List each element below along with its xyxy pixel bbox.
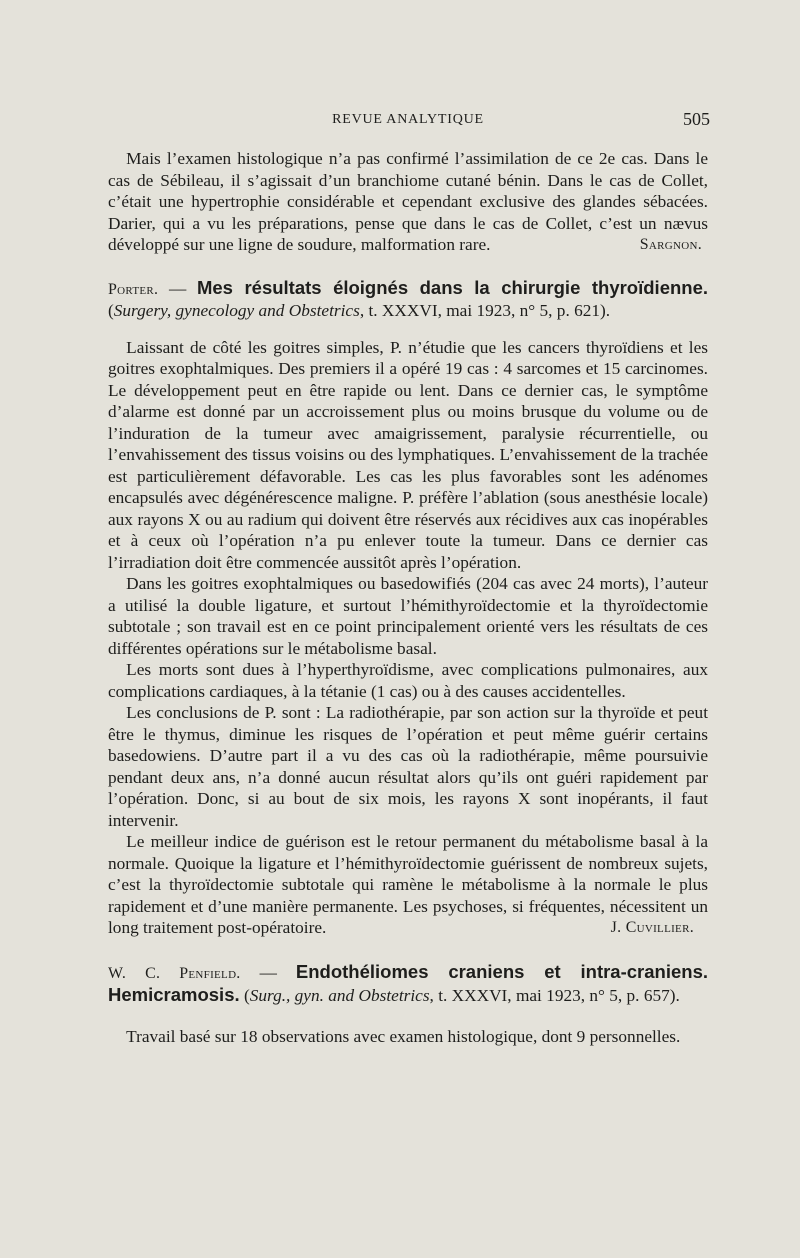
page-body (108, 148, 708, 1047)
review-paragraph: Les morts sont dues à l’hyperthyroïdisme, avec complications pulmonaires, aux complications cardiaques, à la tétanie (1 cas) ou à des causes accidentelles. (108, 660, 708, 701)
article-author: Porter. (108, 280, 159, 298)
reference-details: , t. XXXVI, mai 1923, n° 5, p. 657). (429, 986, 680, 1005)
reference-dash: — (158, 278, 197, 298)
journal-name: Surgery, gynecology and Obstetrics (113, 301, 360, 320)
page-number: 505 (683, 109, 710, 129)
article-author: W. C. Penfield. (108, 964, 241, 982)
article-title: Endothéliomes craniens et intra-craniens. Hemicramosis. (108, 960, 708, 1005)
review-paragraph: Dans les goitres exophtalmiques ou basedowifiés (204 cas avec 24 morts), l’auteur a utilisé la double ligature, et surtout l’hémithyroïdectomie et la thyroïdectomie subtotale ; son travail est en ce point principalement orienté vers les résultats de ces différentes opérations sur le métabolisme basal. (108, 574, 708, 658)
article-reference: W. C. Penfield. — Endothéliomes craniens et intra-craniens. Hemicramosis. (Surg., gyn. and Obstetrics, t. XXXVI, mai 1923, n° 5, p. 657). (108, 960, 708, 1005)
running-header (108, 109, 710, 134)
review-paragraph (108, 148, 708, 256)
paragraph-text: Le meilleur indice de guérison est le retour permanent du métabolisme basal à la normale. Quoique la ligature et l’hémithyroïdectomie guérissent de nombreux sujets, c’est la thyroïdectomie subtotale qui ramène le métabolisme à la normale le plus rapidement et d’une manière permanente. Les psychoses, si fréquentes, nécessitent un long traitement post-opératoire. (108, 832, 708, 937)
review-paragraph (108, 831, 708, 939)
article-reference: Porter. — Mes résultats éloignés dans la chirurgie thyroïdienne. (Surgery, gynecology and Obstetrics, t. XXXVI, mai 1923, n° 5, p. 621). (108, 276, 709, 320)
reviewer-signature: Sargnon. (639, 236, 702, 253)
paragraph-text: Mais l’examen histologique n’a pas confirmé l’assimilation de ce 2e cas. Dans le cas de Sébileau, il s’agissait d’un branchiome cutané bénin. Dans le cas de Collet, c’était une hypertrophie considérable et cependant exclusive des glandes sébacées. Darier, qui a vu les préparations, pense que dans le cas de Collet, c’est un nævus développé sur une ligne de soudure, malformation rare. (108, 149, 708, 254)
reviewer-signature: J. Cuvillier. (610, 919, 694, 936)
reference-details: , t. XXXVI, mai 1923, n° 5, p. 621). (359, 301, 611, 320)
article-title: Mes résultats éloignés dans la chirurgie thyroïdienne. (196, 276, 709, 298)
running-title: REVUE ANALYTIQUE (332, 112, 484, 127)
reference-dash: — (240, 962, 296, 982)
review-paragraph: Travail basé sur 18 observations avec examen histologique, dont 9 personnelles. (126, 1026, 681, 1046)
review-paragraph: Laissant de côté les goitres simples, P. n’étudie que les cancers thyroïdiens et les goitres exophtalmiques. Des premiers il a opéré 19 cas : 4 sarcomes et 15 carcinomes. Le développement peut en être rapide ou lent. Dans ce dernier cas, le symptôme d’alarme est donné par un accroissement plus ou moins brusque du volume ou de l’induration de la tumeur avec amaigrissement, paralysie récurrentielle, ou l’envahissement des tissus voisins ou des lymphatiques. L’envahissement de la trachée est particulièrement défavorable. Les cas les plus favorables sont les adénomes encapsulés avec dégénérescence maligne. P. préfère l’ablation (sous anesthésie locale) aux rayons X ou au radium qui doivent être réservés aux récidives aux cas inopérables et à ceux où l’opération n’a pu enlever toute la tumeur. Dans ce dernier cas l’irradiation doit être commencée aussitôt après l’opération. (108, 337, 708, 572)
journal-name: Surg., gyn. and Obstetrics (249, 986, 430, 1005)
review-paragraph: Les conclusions de P. sont : La radiothérapie, par son action sur la thyroïde et peut être le thymus, diminue les risques de l’opération et peut même guérir certains basedowiens. D’autre part il a vu des cas où la radiothérapie, même poursuivie pendant deux ans, n’a donné aucun résultat alors qu’ils ont guéri rapidement par l’opération. Donc, si au bout de six mois, les rayons X sont inopérants, il faut intervenir. (108, 703, 708, 830)
